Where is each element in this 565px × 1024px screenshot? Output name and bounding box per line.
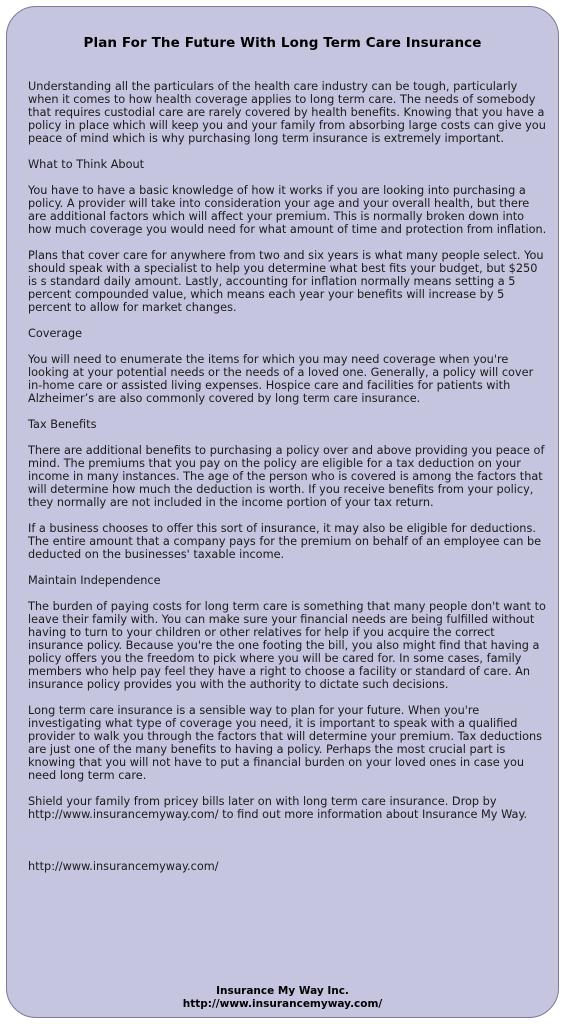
section-heading-coverage: Coverage: [28, 327, 83, 340]
intro-paragraph: Understanding all the particulars of the health care industry can be tough, particularly when it comes to how health coverage applies to long term care. The needs of somebody that requires custodial care are rarely covered by health benefits. Knowing that you have a policy in place which will keep you and your family from absorbing large costs can give you peace of mind which is why purchasing long term insurance is extremely important.: [28, 80, 546, 145]
paragraph: You will need to enumerate the items for which you may need coverage when you're looking at your potential needs or the needs of a loved one. Generally, a policy will cover in-home care or assisted living expenses. Hospice care and facilities for patients with Alzheimer’s are also commonly covered by long term care insurance.: [28, 353, 534, 405]
paragraph: Plans that cover care for anywhere from two and six years is what many people select. You should speak with a specialist to help you determine what best fits your budget, but $250 is s standard daily amount. Lastly, accounting for inflation normally means setting a 5 percent compounded value, which means each year your benefits will increase by 5 percent to allow for market changes.: [28, 249, 544, 314]
paragraph: If a business chooses to offer this sort of insurance, it may also be eligible for deductions. The entire amount that a company pays for the premium on behalf of an employee can be deducted on the businesses' taxable income.: [28, 522, 542, 561]
spacer: [28, 834, 548, 860]
paragraph: The burden of paying costs for long term care is something that many people don't want to leave their family with. You can make sure your financial needs are being fulfilled without having to turn to your children or other relatives for help if you acquire the correct insurance policy. Because you're the one footing the bill, you also might find that having a policy offers you the freedom to pick where you will be cared for. In some cases, family members who help pay feel they have a right to choose a facility or standard of care. An insurance policy provides you with the authority to dictate such decisions.: [28, 600, 546, 691]
article-card: [6, 6, 559, 1018]
article-body: [28, 80, 548, 886]
footer-website-link[interactable]: http://www.insurancemyway.com/: [182, 998, 383, 1010]
footer-company-name: Insurance My Way Inc.: [216, 985, 349, 997]
section-heading-maintain-independence: Maintain Independence: [28, 574, 161, 587]
section-heading-what-to-think-about: What to Think About: [28, 158, 145, 171]
paragraph: There are additional benefits to purchasing a policy over and above providing you peace of mind. The premiums that you pay on the policy are eligible for a tax deduction on your income in many instances. The age of the person who is covered is among the factors that will determine how much the deduction is worth. If you receive benefits from your policy, they normally are not included in the income portion of your tax return.: [28, 444, 545, 509]
footer: [7, 985, 558, 1011]
article-title: Plan For The Future With Long Term Care Insurance: [83, 35, 482, 51]
section-heading-tax-benefits: Tax Benefits: [28, 418, 97, 431]
website-link[interactable]: http://www.insurancemyway.com/: [28, 860, 219, 873]
paragraph: You have to have a basic knowledge of how it works if you are looking into purchasing a policy. A provider will take into consideration your age and your overall health, but there are additional factors which will affect your premium. This is normally broken down into how much coverage you would need for what amount of time and protection from inflation.: [28, 184, 547, 236]
closing-paragraph: Shield your family from pricey bills later on with long term care insurance. Drop by http://www.insurancemyway.com/ to find out more information about Insurance My Way.: [28, 795, 528, 821]
paragraph: Long term care insurance is a sensible way to plan for your future. When you're investigating what type of coverage you need, it is important to speak with a qualified provider to walk you through the factors that will determine your premium. Tax deductions are just one of the many benefits to having a policy. Perhaps the most crucial part is knowing that you will not have to put a financial burden on your loved ones in case you need long term care.: [28, 704, 543, 782]
